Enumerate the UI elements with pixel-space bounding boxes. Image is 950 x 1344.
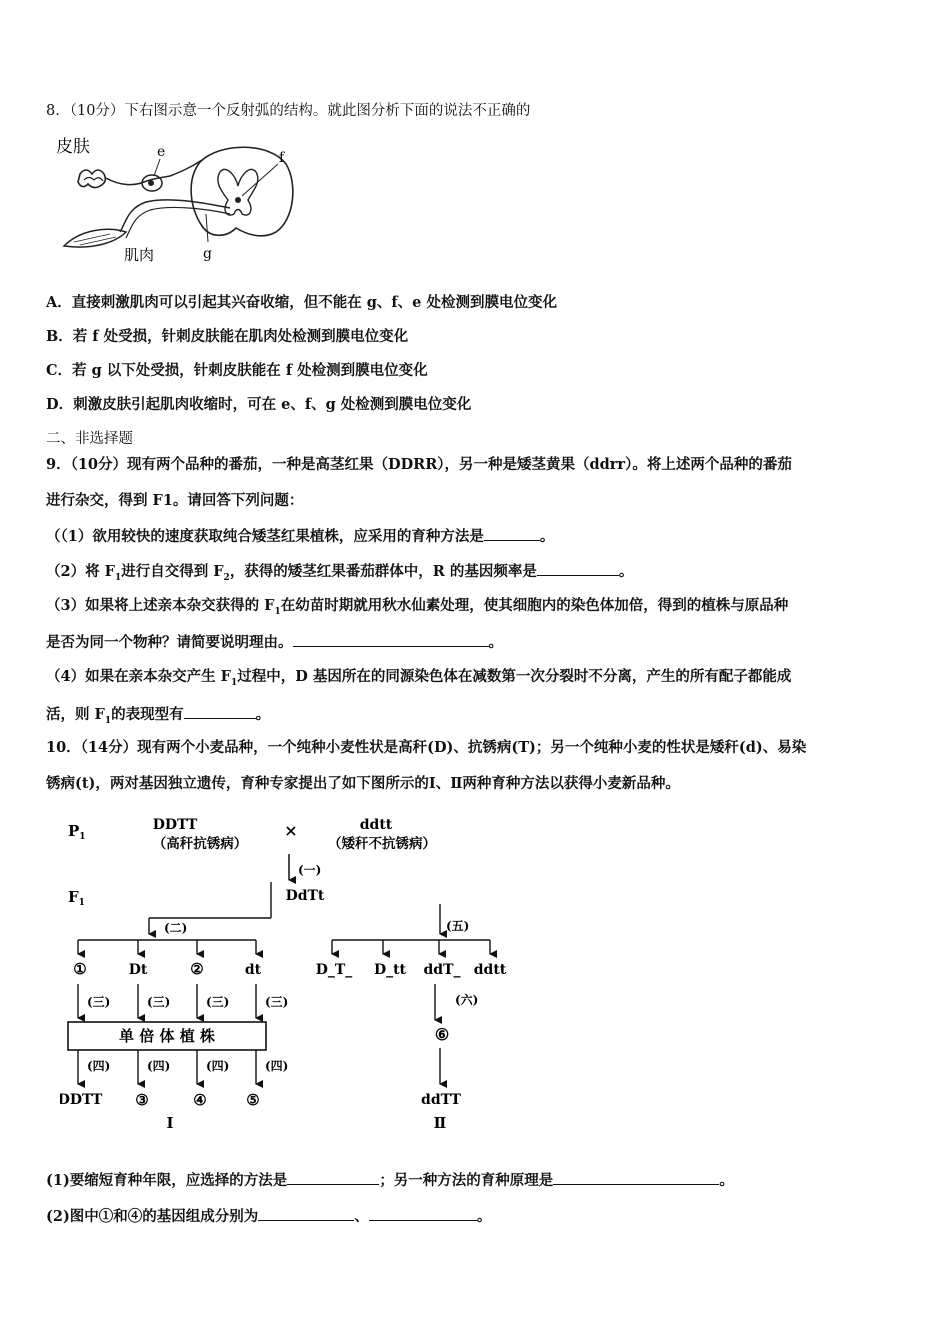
q9-stem-line1: 9．（10分）现有两个品种的番茄，一种是高茎红果（DDRR），另一种是矮茎黄果（ddrr）。将上述两个品种的番茄 (46, 456, 792, 473)
subscript: 1 (104, 715, 112, 726)
subscript: 1 (274, 606, 281, 617)
gamete-dt-lower: dt (244, 962, 262, 978)
step-four-label: (四) (147, 1059, 171, 1073)
q9-part3-line2 (46, 632, 503, 653)
q9-part2-text-a: （2）将 F (46, 563, 115, 580)
q9-part4-text-c: 活，则 F (46, 706, 105, 723)
answer-blank[interactable] (369, 1206, 477, 1221)
p1-label: $P_1$ (68, 822, 86, 842)
q10-part1-end: 。 (719, 1172, 734, 1189)
parent1-genotype: DDTT (152, 817, 198, 833)
q10-stem-line1: 10．（14分）现有两个小麦品种，一个纯种小麦性状是高秆(D)、抗锈病(T)；另一个纯种小麦的性状是矮秆(d)、易染 (46, 739, 807, 756)
q10-part2-end: 。 (476, 1208, 492, 1225)
step-five-label: (五) (446, 919, 470, 933)
q9-part3-end: 。 (488, 634, 503, 651)
cross-symbol: × (284, 821, 298, 840)
gamete-2: ② (190, 960, 204, 978)
gamete-1: ① (73, 960, 87, 978)
q9-part4-text-a: （4）如果在亲本杂交产生 F (46, 668, 231, 685)
q10-part1-text-a: (1)要缩短育种年限，应选择的方法是 (46, 1172, 288, 1189)
f1-genotype: DdTt (285, 888, 325, 904)
step-six-label: (六) (455, 993, 479, 1007)
step-four-label: (四) (206, 1059, 230, 1073)
answer-blank[interactable] (258, 1206, 354, 1221)
q8-option-a: A．直接刺激肌肉可以引起其兴奋收缩，但不能在 g、f、e 处检测到膜电位变化 (46, 294, 557, 311)
answer-blank[interactable] (184, 704, 256, 719)
q9-part4-text-d: 的表现型有 (111, 706, 184, 723)
g-label: g (203, 246, 212, 262)
subscript: 2 (223, 572, 230, 583)
q10-part2-text-a: (2)图中①和④的基因组成分别为 (46, 1208, 259, 1225)
answer-blank[interactable] (553, 1170, 719, 1185)
q9-part4-end: 。 (255, 706, 271, 723)
q10-part1 (46, 1170, 734, 1191)
q9-part3-line1 (46, 596, 788, 622)
parent2-genotype: ddtt (359, 817, 393, 833)
result-ddtt-ii: ddTT (421, 1092, 461, 1108)
q9-part4-text-b: 过程中，D 基因所在的同源染色体在减数第一次分裂时不分离，产生的所有配子都能成 (237, 668, 792, 685)
step-one-label: (一) (298, 863, 322, 877)
gamete-dt-upper: Dt (128, 962, 148, 978)
q8-option-c: C．若 g 以下处受损，针刺皮肤能在 f 处检测到膜电位变化 (46, 362, 428, 379)
step-three-label: (三) (206, 995, 230, 1009)
f2-type: D_T_ (315, 962, 353, 978)
f1-label: $F_1$ (68, 888, 85, 908)
method-one-label: Ⅰ (166, 1114, 174, 1132)
q9-part4-line1 (46, 667, 791, 693)
q9-part2-end: 。 (618, 563, 634, 580)
parent1-phenotype: （高秆抗锈病） (152, 836, 248, 852)
q9-stem-line2: 进行杂交，得到 F1。请回答下列问题： (46, 492, 304, 509)
section-heading: 二、非选择题 (46, 431, 133, 447)
e-label: e (157, 144, 166, 160)
step-two-label: (二) (164, 921, 188, 935)
q8-stem: 8．（10分）下右图示意一个反射弧的结构。就此图分析下面的说法不正确的 (46, 103, 531, 119)
subscript: 1 (230, 677, 238, 688)
q9-part3-text-b: 在幼苗时期就用秋水仙素处理，使其细胞内的染色体加倍，得到的植株与原品种 (280, 597, 789, 614)
q9-part2-text-c: ，获得的矮茎红果番茄群体中，R 的基因频率是 (229, 563, 537, 580)
f2-type: ddT_ (423, 962, 461, 978)
method-two-label: Ⅱ (433, 1114, 447, 1132)
answer-blank[interactable] (293, 632, 489, 647)
q10-stem-line2: 锈病(t)，两对基因独立遗传，育种专家提出了如下图所示的Ⅰ、Ⅱ两种育种方法以获得小麦新品种。 (46, 775, 680, 792)
q9-part2-text-b: 进行自交得到 F (121, 563, 224, 580)
step-three-label: (三) (265, 995, 289, 1009)
step-three-label: (三) (147, 995, 171, 1009)
haploid-label: 单 倍 体 植 株 (119, 1027, 215, 1045)
q9-part1-text: （（1）欲用较快的速度获取纯合矮茎红果植株，应采用的育种方法是 (46, 528, 484, 545)
step-three-label: (三) (87, 995, 111, 1009)
reflex-arc-figure (50, 134, 310, 268)
q9-part2 (46, 561, 633, 588)
result-4: ④ (193, 1091, 207, 1109)
parent2-phenotype: （矮秆不抗锈病） (328, 836, 436, 852)
breeding-diagram (60, 812, 520, 1142)
answer-blank[interactable] (484, 526, 540, 541)
answer-blank[interactable] (287, 1170, 379, 1185)
step-four-label: (四) (87, 1059, 111, 1073)
q10-part2 (46, 1206, 491, 1227)
q8-option-b: B．若 f 处受损，针刺皮肤能在肌肉处检测到膜电位变化 (46, 328, 409, 345)
q9-part4-line2 (46, 704, 270, 731)
subscript: 1 (114, 572, 122, 583)
step-four-label: (四) (265, 1059, 289, 1073)
q10-part2-sep: 、 (354, 1208, 369, 1225)
q10-part1-text-b: ；另一种方法的育种原理是 (379, 1172, 554, 1189)
f2-type: D_tt (373, 962, 407, 978)
q9-part3-text-a: （3）如果将上述亲本杂交获得的 F (46, 597, 275, 614)
skin-label: 皮肤 (56, 137, 90, 157)
muscle-label: 肌肉 (124, 246, 155, 264)
answer-blank[interactable] (537, 561, 619, 576)
result-3: ③ (135, 1091, 149, 1109)
f2-type: ddtt (473, 962, 507, 978)
result-5: ⑤ (246, 1091, 260, 1109)
q9-part1-end: 。 (539, 528, 555, 545)
f-label: f (279, 150, 285, 166)
q8-option-d: D．刺激皮肤引起肌肉收缩时，可在 e、f、g 处检测到膜电位变化 (46, 396, 472, 413)
q9-part1 (46, 526, 554, 547)
q9-part3-text-c: 是否为同一个物种？请简要说明理由。 (46, 634, 293, 651)
result-6: ⑥ (434, 1025, 450, 1044)
result-ddtt: DDTT (60, 1092, 103, 1108)
